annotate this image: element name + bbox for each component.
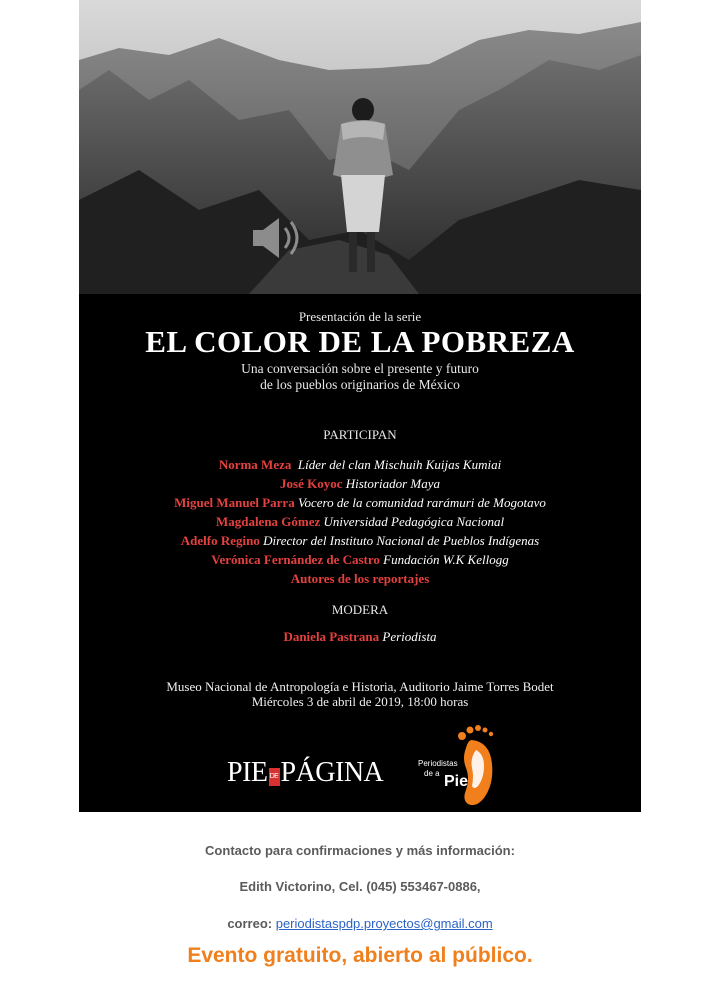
authors-line: Autores de los reportajes xyxy=(290,571,430,586)
series-intro: Presentación de la serie xyxy=(298,309,422,324)
contact-email-line xyxy=(0,916,720,931)
participant-row xyxy=(79,493,641,512)
participant-name: José Koyoc xyxy=(280,476,343,491)
email-link[interactable]: periodistaspdp.proyectos@gmail.com xyxy=(275,916,493,931)
pdp-line-1: Periodistas xyxy=(418,759,458,768)
participant-role: Fundación W.K Kellogg xyxy=(383,552,509,567)
participant-row xyxy=(79,474,641,493)
participant-role: Universidad Pedagógica Nacional xyxy=(323,514,505,529)
moderator-heading: MODERA xyxy=(331,602,389,617)
participant-role: Vocero de la comunidad rarámuri de Mogotavo xyxy=(297,495,546,510)
event-title: EL COLOR DE LA POBREZA xyxy=(145,324,575,359)
participant-row xyxy=(79,569,641,588)
event-subtitle xyxy=(79,361,641,393)
event-poster xyxy=(79,0,641,812)
participant-role: Líder del clan Mischuih Kuijas Kumiai xyxy=(297,457,502,472)
periodistas-de-a-pie-logo xyxy=(414,720,504,810)
email-label: correo: xyxy=(227,916,276,931)
logo-pie-left: PIE xyxy=(227,757,268,788)
participant-role: Historiador Maya xyxy=(345,476,440,491)
pdp-line-3: Pie xyxy=(444,773,469,790)
participant-name: Magdalena Gómez xyxy=(215,514,321,529)
participants-list xyxy=(79,455,641,588)
pie-de-pagina-logo xyxy=(227,757,383,789)
participant-row xyxy=(79,455,641,474)
participant-name: Norma Meza xyxy=(218,457,292,472)
subtitle-line-1: Una conversación sobre el presente y futuro xyxy=(241,361,479,376)
participant-row xyxy=(79,512,641,531)
subtitle-line-2: de los pueblos originarios de México xyxy=(260,377,460,392)
participant-row xyxy=(79,550,641,569)
logo-pie-mark: DE xyxy=(269,768,280,786)
pdp-line-2: de a xyxy=(424,769,440,778)
moderator-role: Periodista xyxy=(382,629,437,644)
participant-row xyxy=(79,531,641,550)
participants-heading: PARTICIPAN xyxy=(323,427,397,442)
canyon-photo xyxy=(79,0,641,294)
venue-info xyxy=(79,679,641,709)
moderator-name: Daniela Pastrana xyxy=(283,629,380,644)
participant-name: Miguel Manuel Parra xyxy=(174,495,295,510)
logo-pie-right: PÁGINA xyxy=(280,757,384,788)
contact-person: Edith Victorino, Cel. (045) 553467-0886, xyxy=(239,879,481,894)
participant-role: Director del Instituto Nacional de Pueblos Indígenas xyxy=(263,533,540,548)
venue-line-1: Museo Nacional de Antropología e Historia, Auditorio Jaime Torres Bodet xyxy=(166,679,554,694)
free-event-notice: Evento gratuito, abierto al público. xyxy=(187,944,533,967)
moderator-row xyxy=(79,629,641,645)
contact-heading: Contacto para confirmaciones y más información: xyxy=(205,843,515,858)
participant-name: Verónica Fernández de Castro xyxy=(211,552,380,567)
participant-name: Adelfo Regino xyxy=(180,533,260,548)
venue-line-2: Miércoles 3 de abril de 2019, 18:00 horas xyxy=(251,694,469,709)
